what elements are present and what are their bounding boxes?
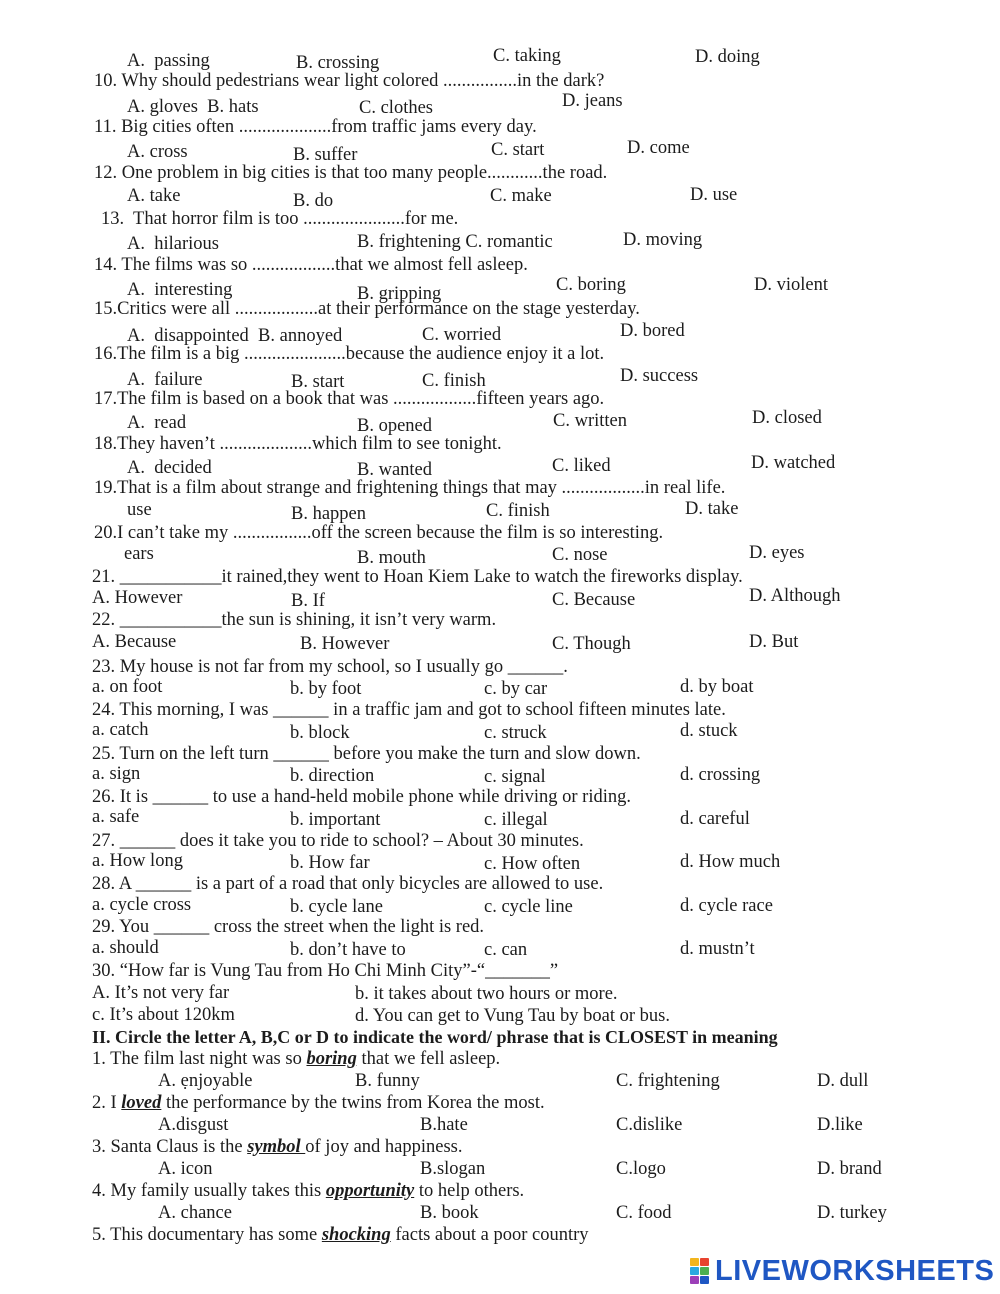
q22-option-a: A. Because xyxy=(92,632,177,652)
s2-q1-option-d: D. dull xyxy=(817,1071,869,1091)
q16-option-b: B. start xyxy=(291,372,345,392)
q13-option-bc: B. frightening C. romantic xyxy=(357,232,553,252)
q16-option-a: A. failure xyxy=(127,370,203,390)
s2-q3-pre: 3. Santa Claus is the xyxy=(92,1137,248,1157)
section-2-title: II. Circle the letter A, B,C or D to indicate the word/ phrase that is CLOSEST in meaning xyxy=(92,1027,778,1047)
s2-q2-keyword: loved xyxy=(121,1093,162,1113)
q23-option-d: d. by boat xyxy=(680,677,754,697)
q14-stem: 14. The films was so ..................that we almost fell asleep. xyxy=(94,255,528,275)
logo-block xyxy=(700,1267,709,1275)
logo-block xyxy=(690,1267,699,1275)
q29-option-a: a. should xyxy=(92,938,159,958)
q28-option-d: d. cycle race xyxy=(680,896,773,916)
q24-option-d: d. stuck xyxy=(680,721,738,741)
q25-stem: 25. Turn on the left turn ______ before you make the turn and slow down. xyxy=(92,744,641,764)
s2-q1-option-b: B. funny xyxy=(355,1071,420,1091)
q18-option-d: D. watched xyxy=(751,453,836,473)
q22-stem: 22. ___________the sun is shining, it isn’t very warm. xyxy=(92,610,497,630)
q26-option-b: b. important xyxy=(290,810,381,830)
logo-block xyxy=(700,1276,709,1284)
q19-option-a: use xyxy=(127,500,152,520)
q20-option-b: B. mouth xyxy=(357,548,426,568)
q16-option-d: D. success xyxy=(620,366,699,386)
q20-option-a: ears xyxy=(124,544,154,564)
q25-option-a: a. sign xyxy=(92,764,141,784)
q16-stem: 16.The film is a big ......................because the audience enjoy it a lot. xyxy=(94,344,605,364)
s2-q3-post: of joy and happiness. xyxy=(305,1137,463,1157)
s2-q3-keyword: symbol xyxy=(247,1137,306,1157)
s2-q2-option-b: B.hate xyxy=(420,1115,468,1135)
s2-q4-option-d: D. turkey xyxy=(817,1203,887,1223)
q9-option-d: D. doing xyxy=(695,47,760,67)
s2-q1-keyword: boring xyxy=(306,1049,357,1069)
q21-option-a: A. However xyxy=(92,588,183,608)
q12-option-b: B. do xyxy=(293,191,334,211)
logo-block xyxy=(690,1276,699,1284)
logo-block xyxy=(700,1258,709,1266)
q14-option-d: D. violent xyxy=(754,275,828,295)
q15-option-c: C. worried xyxy=(422,325,502,345)
q9-option-b: B. crossing xyxy=(296,53,380,73)
q27-option-b: b. How far xyxy=(290,853,370,873)
s2-q3-option-c: C.logo xyxy=(616,1159,666,1179)
q10-option-c: C. clothes xyxy=(359,98,433,118)
q20-option-c: C. nose xyxy=(552,545,608,565)
logo-block xyxy=(690,1258,699,1266)
q25-option-c: c. signal xyxy=(484,767,546,787)
q19-stem: 19.That is a film about strange and frightening things that may ..................in real life. xyxy=(94,478,726,498)
q17-stem: 17.The film is based on a book that was ..................fifteen years ago. xyxy=(94,389,605,409)
s2-q4-stem xyxy=(92,1180,524,1202)
q29-option-c: c. can xyxy=(484,940,528,960)
q13-stem: 13. That horror film is too ......................for me. xyxy=(101,209,459,229)
q25-option-d: d. crossing xyxy=(680,765,761,785)
q12-option-a: A. take xyxy=(127,186,181,206)
q23-option-a: a. on foot xyxy=(92,677,163,697)
q30-option-d: d. You can get to Vung Tau by boat or bus. xyxy=(355,1006,670,1026)
s2-q3-option-a: A. icon xyxy=(158,1159,213,1179)
s2-q4-pre: 4. My family usually takes this xyxy=(92,1181,326,1201)
q26-option-a: a. safe xyxy=(92,807,140,827)
q27-stem: 27. ______ does it take you to ride to school? – About 30 minutes. xyxy=(92,831,584,851)
q11-option-c: C. start xyxy=(491,140,545,160)
q16-option-c: C. finish xyxy=(422,371,486,391)
q10-option-d: D. jeans xyxy=(562,91,623,111)
s2-q4-post: to help others. xyxy=(414,1181,525,1201)
s2-q3-option-b: B.slogan xyxy=(420,1159,486,1179)
q27-option-a: a. How long xyxy=(92,851,183,871)
q11-option-d: D. come xyxy=(627,138,690,158)
q21-stem: 21. ___________it rained,they went to Hoan Kiem Lake to watch the fireworks display. xyxy=(92,567,743,587)
s2-q4-option-b: B. book xyxy=(420,1203,479,1223)
s2-q2-post: the performance by the twins from Korea the most. xyxy=(161,1093,545,1113)
q28-stem: 28. A ______ is a part of a road that only bicycles are allowed to use. xyxy=(92,874,604,894)
s2-q5-keyword: shocking xyxy=(321,1225,391,1245)
q23-option-b: b. by foot xyxy=(290,679,362,699)
q30-option-a: A. It’s not very far xyxy=(92,983,230,1003)
s2-q2-option-c: C.dislike xyxy=(616,1115,683,1135)
q25-option-b: b. direction xyxy=(290,766,375,786)
q13-option-a: A. hilarious xyxy=(127,234,219,254)
s2-q1-pre: 1. The film last night was so xyxy=(92,1049,307,1069)
q18-option-b: B. wanted xyxy=(357,460,433,480)
q14-option-c: C. boring xyxy=(556,275,626,295)
s2-q4-keyword: opportunity xyxy=(325,1181,415,1201)
q29-option-d: d. mustn’t xyxy=(680,939,755,959)
q30-stem: 30. “How far is Vung Tau from Ho Chi Minh City”-“_______” xyxy=(92,961,559,981)
s2-q5-pre: 5. This documentary has some xyxy=(92,1225,322,1245)
q26-stem: 26. It is ______ to use a hand-held mobile phone while driving or riding. xyxy=(92,787,631,807)
q20-option-d: D. eyes xyxy=(749,543,805,563)
q29-option-b: b. don’t have to xyxy=(290,940,406,960)
q9-option-a: A. passing xyxy=(127,51,210,71)
liveworksheets-logo[interactable] xyxy=(690,1254,994,1288)
q11-option-a: A. cross xyxy=(127,142,188,162)
q12-stem: 12. One problem in big cities is that too many people............the road. xyxy=(94,163,608,183)
q21-option-d: D. Although xyxy=(749,586,841,606)
q9-option-c: C. taking xyxy=(493,46,561,66)
q14-option-b: B. gripping xyxy=(357,284,442,304)
s2-q3-stem xyxy=(92,1136,463,1158)
s2-q2-option-a: A.disgust xyxy=(158,1115,229,1135)
s2-q1-option-c: C. frightening xyxy=(616,1071,720,1091)
q20-stem: 20.I can’t take my .................off the screen because the film is so interesting. xyxy=(94,523,664,543)
q24-stem: 24. This morning, I was ______ in a traffic jam and got to school fifteen minutes late. xyxy=(92,700,726,720)
q18-stem: 18.They haven’t ....................which film to see tonight. xyxy=(94,434,502,454)
q12-option-d: D. use xyxy=(690,185,738,205)
q22-option-b: B. However xyxy=(300,634,390,654)
q28-option-a: a. cycle cross xyxy=(92,895,192,915)
q27-option-c: c. How often xyxy=(484,854,581,874)
q22-option-c: C. Though xyxy=(552,634,631,654)
s2-q1-option-a: A. ẹnjoyable xyxy=(158,1071,253,1091)
s2-q2-option-d: D.like xyxy=(817,1115,863,1135)
q17-option-b: B. opened xyxy=(357,416,433,436)
q14-option-a: A. interesting xyxy=(127,280,233,300)
liveworksheets-logo-icon xyxy=(690,1258,709,1284)
q22-option-d: D. But xyxy=(749,632,799,652)
q12-option-c: C. make xyxy=(490,186,552,206)
q21-option-b: B. If xyxy=(291,591,325,611)
q17-option-d: D. closed xyxy=(752,408,822,428)
q11-option-b: B. suffer xyxy=(293,145,358,165)
q19-option-b: B. happen xyxy=(291,504,367,524)
q24-option-c: c. struck xyxy=(484,723,547,743)
s2-q4-option-c: C. food xyxy=(616,1203,672,1223)
q24-option-b: b. block xyxy=(290,723,350,743)
q19-option-c: C. finish xyxy=(486,501,550,521)
s2-q5-stem xyxy=(92,1224,589,1246)
q24-option-a: a. catch xyxy=(92,720,149,740)
q26-option-c: c. illegal xyxy=(484,810,548,830)
s2-q4-option-a: A. chance xyxy=(158,1203,232,1223)
q10-stem: 10. Why should pedestrians wear light colored ................in the dark? xyxy=(94,71,605,91)
s2-q3-option-d: D. brand xyxy=(817,1159,882,1179)
q27-option-d: d. How much xyxy=(680,852,781,872)
q15-option-d: D. bored xyxy=(620,321,685,341)
q23-stem: 23. My house is not far from my school, so I usually go ______. xyxy=(92,657,568,677)
q15-stem: 15.Critics were all ..................at their performance on the stage yesterday. xyxy=(94,299,640,319)
s2-q1-stem xyxy=(92,1048,500,1070)
liveworksheets-logo-text: LIVEWORKSHEETS xyxy=(715,1254,995,1287)
q15-option-ab: A. disappointed B. annoyed xyxy=(127,326,343,346)
q28-option-c: c. cycle line xyxy=(484,897,573,917)
s2-q2-stem xyxy=(92,1092,545,1114)
q30-option-c: c. It’s about 120km xyxy=(92,1005,235,1025)
q23-option-c: c. by car xyxy=(484,679,548,699)
q17-option-a: A. read xyxy=(127,413,187,433)
q30-option-b: b. it takes about two hours or more. xyxy=(355,984,618,1004)
q21-option-c: C. Because xyxy=(552,590,636,610)
s2-q5-post: facts about a poor country xyxy=(390,1225,589,1245)
q29-stem: 29. You ______ cross the street when the light is red. xyxy=(92,917,485,937)
s2-q2-pre: 2. I xyxy=(92,1093,122,1113)
q19-option-d: D. take xyxy=(685,499,739,519)
q28-option-b: b. cycle lane xyxy=(290,897,383,917)
q10-option-ab: A. gloves B. hats xyxy=(127,97,259,117)
q18-option-a: A. decided xyxy=(127,458,212,478)
q17-option-c: C. written xyxy=(553,411,627,431)
q26-option-d: d. careful xyxy=(680,809,750,829)
q13-option-d: D. moving xyxy=(623,230,703,250)
q18-option-c: C. liked xyxy=(552,456,611,476)
q11-stem: 11. Big cities often ....................from traffic jams every day. xyxy=(94,117,537,137)
s2-q1-post: that we fell asleep. xyxy=(356,1049,501,1069)
